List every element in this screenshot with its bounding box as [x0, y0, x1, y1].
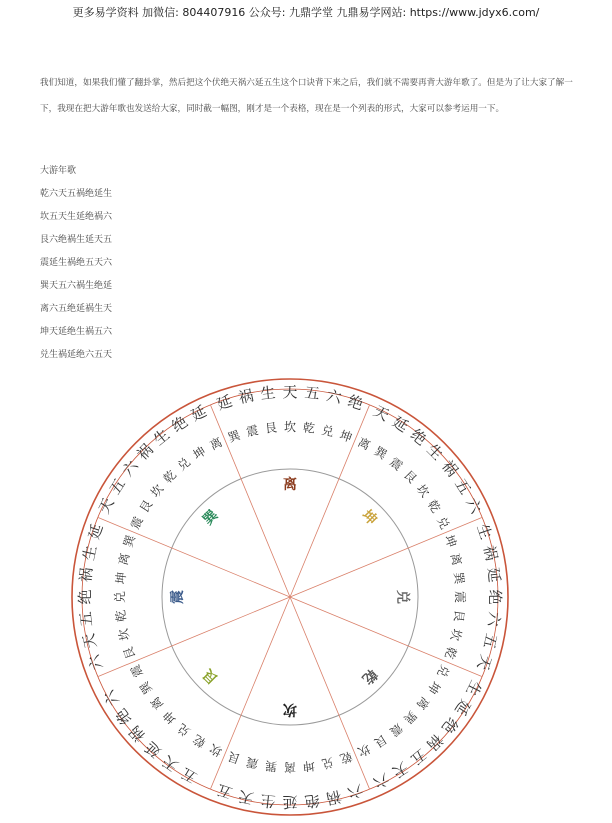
sector-trigram-char: 坎	[283, 420, 297, 434]
sector-palace-label: 离	[283, 477, 297, 493]
song-title: 大游年歌	[40, 166, 77, 176]
song-line: 巽天五六祸生绝延	[40, 281, 113, 291]
sector-star-char: 五	[214, 780, 235, 803]
sector-star-char: 六	[100, 686, 124, 709]
sector-trigram-char: 坎	[116, 627, 133, 643]
sector-trigram-char: 巽	[264, 758, 278, 774]
sector-trigram-char: 震	[453, 590, 467, 604]
sector-trigram-char: 震	[387, 454, 406, 474]
sector-star-char: 延	[141, 737, 165, 762]
header-line: 更多易学资料 加微信: 804407916 公众号: 九鼎学堂 九鼎易学网站: https://www.jdyx6.com/	[72, 6, 540, 19]
sector-star-char: 祸	[76, 566, 96, 584]
sector-trigram-char: 离	[447, 551, 464, 567]
sector-star-char: 六	[462, 495, 485, 517]
sector-trigram-char: 艮	[226, 748, 243, 767]
sector-trigram-char: 艮	[120, 644, 139, 661]
sector-star-char: 五	[407, 745, 430, 769]
sector-trigram-char: 坤	[337, 427, 354, 446]
sector-star-char: 延	[282, 793, 298, 811]
sector-trigram-char: 坤	[113, 571, 129, 585]
song-line: 坎五天生延绝祸六	[40, 212, 113, 222]
sector-trigram-char: 坤	[190, 443, 209, 463]
song-line: 坤天延绝生祸五六	[40, 327, 113, 337]
sector-trigram-char: 震	[387, 720, 406, 740]
sector-trigram-char: 坤	[302, 758, 316, 774]
sector-star-char: 五	[303, 383, 321, 403]
sector-trigram-char: 离	[283, 760, 297, 774]
sector-star-char: 天	[95, 495, 118, 517]
sector-trigram-char: 巽	[451, 571, 467, 585]
sector-star-char: 生	[473, 521, 496, 542]
sector-star-char: 天	[159, 751, 182, 776]
sector-trigram-char: 坤	[424, 678, 444, 697]
sector-trigram-char: 乾	[302, 420, 316, 436]
sector-trigram-char: 震	[244, 423, 260, 440]
sector-trigram-char: 离	[116, 551, 133, 567]
sector-star-char: 五	[76, 610, 96, 628]
sector-star-char: 延	[84, 521, 107, 542]
sector-trigram-char: 坎	[355, 741, 373, 760]
bagua-wheel-diagram	[65, 375, 515, 820]
sector-trigram-char: 兑	[434, 662, 453, 680]
sector-trigram-char: 巽	[136, 678, 156, 697]
sector-trigram-char: 震	[127, 514, 146, 532]
sector-star-char: 绝	[168, 412, 191, 436]
sector-trigram-char: 乾	[160, 467, 179, 486]
sector-trigram-char: 兑	[320, 754, 336, 771]
sector-star-char: 延	[214, 391, 235, 414]
sector-trigram-char: 离	[355, 434, 373, 453]
song-line: 震延生祸绝五天六	[40, 258, 113, 268]
sector-star-char: 天	[79, 631, 101, 651]
sector-trigram-char: 离	[413, 694, 433, 713]
sector-star-char: 绝	[438, 714, 462, 737]
sector-star-char: 六	[118, 457, 142, 480]
song-line: 兑生祸延绝六五天	[40, 350, 113, 360]
sector-star-char: 绝	[486, 589, 504, 605]
sector-trigram-char: 艮	[451, 609, 467, 623]
sector-trigram-char: 乾	[190, 731, 209, 751]
intro-paragraph: 我们知道，如果我们懂了翻卦掌，然后把这个伏绝天祸六延五生这个口诀背下来之后，我们就不需要再背大游年歌了。但是为了让大家了解一下，我现在把大游年歌也发送给大家，同时截一幅图，刚才是一个表格，现在是一个列表的形式，大家可以参考运用一下。	[40, 78, 573, 114]
sector-trigram-char: 坎	[207, 741, 225, 760]
sector-star-char: 绝	[345, 391, 366, 414]
sector-star-char: 天	[370, 402, 392, 425]
sector-star-char: 生	[259, 791, 277, 811]
sector-star-char: 六	[345, 780, 366, 803]
sector-trigram-char: 坤	[441, 533, 460, 550]
sector-star-char: 延	[188, 402, 210, 425]
sector-palace-label: 坎	[283, 701, 297, 717]
sector-trigram-char: 震	[244, 754, 260, 771]
sector-trigram-char: 巽	[401, 708, 420, 727]
sector-star-char: 五	[479, 631, 501, 651]
sector-trigram-char: 巽	[226, 427, 243, 446]
sector-trigram-char: 兑	[434, 514, 453, 532]
sector-star-char: 天	[473, 652, 496, 673]
sector-star-char: 五	[105, 475, 129, 498]
sector-trigram-char: 坤	[160, 708, 179, 727]
song-line: 艮六绝祸生延天五	[40, 235, 113, 245]
sector-palace-label: 巽	[200, 507, 222, 529]
sector-star-char: 天	[282, 383, 298, 401]
sector-trigram-char: 离	[207, 434, 225, 453]
sector-star-char: 祸	[438, 457, 462, 480]
sector-star-char: 祸	[125, 722, 150, 746]
sector-star-char: 生	[462, 677, 485, 699]
sector-star-char: 生	[259, 383, 277, 403]
sector-star-char: 五	[178, 763, 201, 787]
sector-trigram-char: 巽	[120, 533, 139, 550]
sector-star-char: 延	[484, 566, 504, 584]
sector-star-char: 绝	[76, 589, 94, 605]
sector-trigram-char: 坎	[147, 481, 167, 500]
sector-star-char: 祸	[324, 786, 344, 808]
sector-star-char: 绝	[407, 425, 430, 449]
sector-trigram-char: 乾	[424, 497, 444, 516]
sector-star-char: 五	[451, 475, 475, 498]
sector-trigram-char: 艮	[401, 467, 420, 486]
sector-star-char: 生	[150, 425, 173, 449]
sector-trigram-char: 兑	[320, 423, 336, 440]
sector-star-char: 延	[389, 412, 412, 436]
sector-trigram-char: 震	[127, 662, 146, 680]
sector-trigram-char: 乾	[113, 609, 129, 623]
sector-star-char: 绝	[111, 705, 136, 728]
sector-star-char: 生	[79, 543, 101, 563]
sector-palace-label: 艮	[200, 665, 222, 687]
sector-trigram-char: 乾	[337, 748, 354, 767]
sector-trigram-char: 兑	[174, 454, 193, 474]
sector-trigram-char: 乾	[441, 644, 460, 661]
sector-trigram-char: 艮	[371, 731, 390, 751]
sector-trigram-char: 艮	[136, 497, 156, 516]
sector-palace-label: 兑	[394, 590, 410, 604]
sector-star-char: 祸	[479, 543, 501, 563]
sector-star-char: 绝	[303, 791, 321, 811]
sector-trigram-char: 兑	[174, 720, 193, 740]
sector-palace-label: 坤	[358, 507, 380, 529]
sector-star-char: 延	[451, 696, 475, 719]
sector-palace-label: 震	[170, 590, 186, 604]
sector-trigram-char: 坎	[447, 627, 464, 643]
song-line: 乾六天五祸绝延生	[40, 189, 113, 199]
sector-trigram-char: 艮	[264, 420, 278, 436]
sector-star-char: 六	[84, 652, 107, 673]
song-line: 离六五绝延祸生天	[40, 304, 113, 314]
sector-star-char: 祸	[133, 440, 157, 464]
sector-trigram-char: 兑	[113, 590, 127, 604]
sector-star-char: 六	[484, 610, 504, 628]
sector-star-char: 生	[423, 440, 447, 464]
sector-palace-label: 乾	[358, 665, 380, 687]
sector-trigram-char: 巽	[371, 443, 390, 463]
sector-star-char: 天	[236, 786, 256, 808]
sector-star-char: 天	[389, 758, 412, 782]
sector-trigram-char: 坎	[413, 481, 433, 500]
sector-star-char: 祸	[236, 386, 256, 408]
sector-star-char: 六	[324, 386, 344, 408]
sector-trigram-char: 离	[147, 694, 167, 713]
sector-star-char: 祸	[423, 730, 447, 754]
sector-star-char: 六	[370, 769, 392, 792]
